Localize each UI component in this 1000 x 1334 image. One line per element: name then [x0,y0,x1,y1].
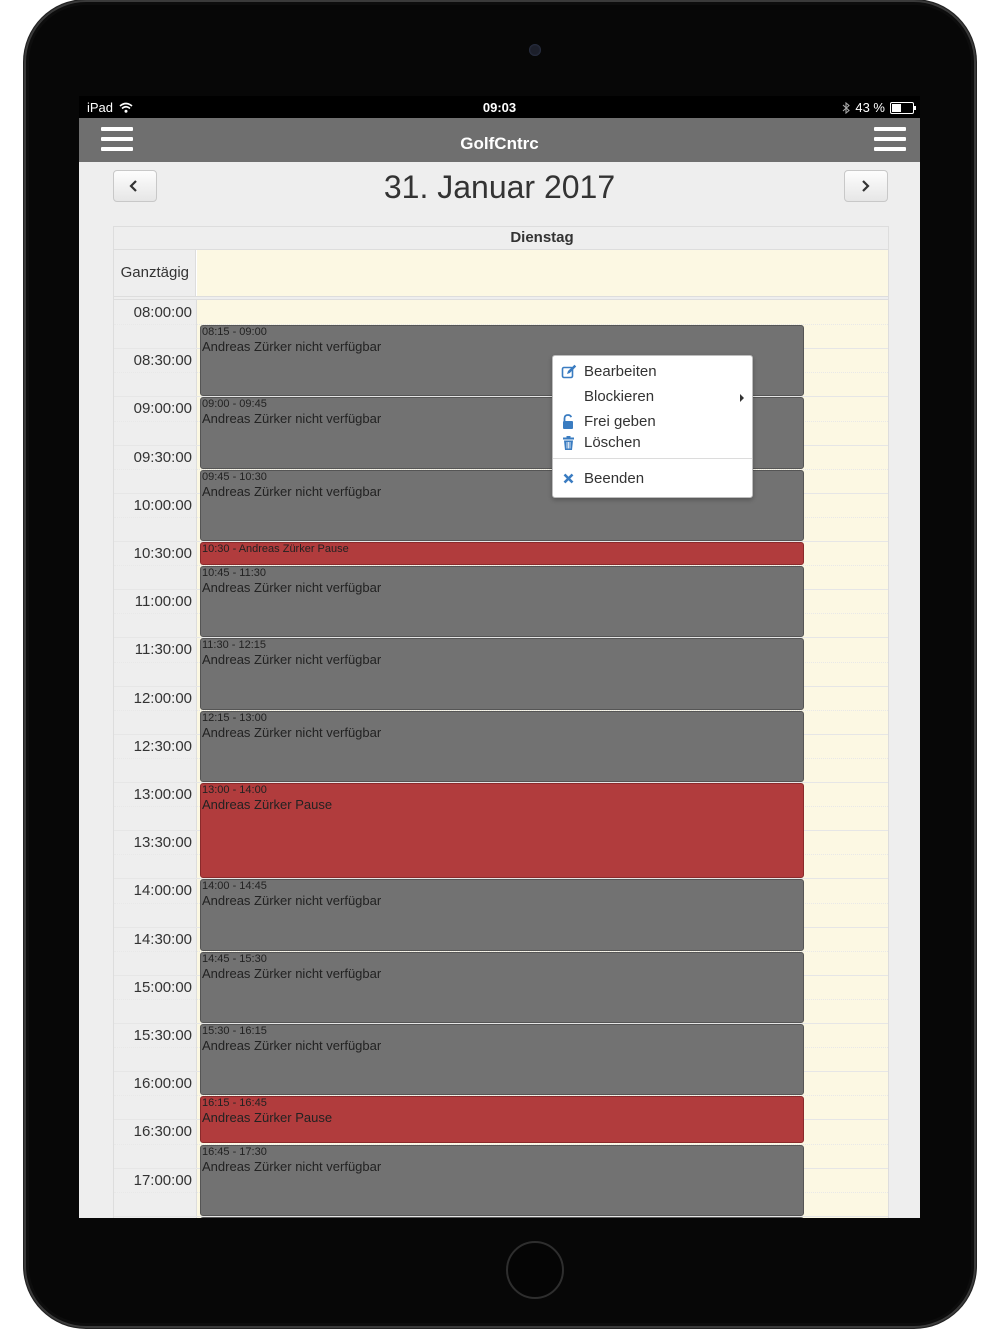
time-label: 14:30:00 [133,930,192,948]
menu-item-beenden[interactable] [553,468,752,490]
time-label: 10:30:00 [133,545,192,562]
event-title: Andreas Zürker Pause [202,1110,333,1126]
time-label: 16:00:00 [133,1075,192,1093]
allday-label: Ganztägig [114,250,196,296]
calendar-event[interactable] [200,952,804,1023]
time-label: 14:00:00 [133,882,192,900]
time-label: 13:30:00 [133,834,192,852]
calendar-event[interactable] [200,566,804,637]
menu-item-label: Blockieren [584,388,655,405]
event-time: 12:15 - 13:00 [202,711,267,724]
time-label: 08:30:00 [133,352,192,370]
battery-percent: 43 % [855,100,885,115]
event-time: 08:15 - 09:00 [202,326,267,339]
event-title: Andreas Zürker nicht verfügbar [202,580,382,596]
screen [79,96,920,1218]
allday-cell[interactable] [197,250,888,296]
event-time: 14:45 - 15:30 [202,952,267,965]
app-title: GolfCntrc [460,134,539,153]
time-label: 08:00:00 [133,304,192,321]
event-time: 14:00 - 14:45 [202,880,267,893]
submenu-arrow-icon [740,394,744,402]
event-title: Andreas Zürker nicht verfügbar [202,652,382,668]
calendar-event[interactable] [200,783,804,878]
day-header: Dienstag [196,227,888,250]
calendar-event[interactable] [200,638,804,709]
event-title: Andreas Zürker Pause [202,797,333,812]
menu-item-loeschen[interactable] [553,432,752,454]
event-title: Andreas Zürker nicht verfügbar [202,1038,382,1053]
menu-item-label: Löschen [584,434,641,451]
app-header [79,118,920,162]
event-time: 09:45 - 10:30 [202,470,267,483]
time-label: 16:30:00 [133,1123,192,1141]
close-icon [561,471,577,487]
event-title: Andreas Zürker nicht verfügbar [202,483,382,499]
bluetooth-icon [842,102,850,114]
day-calendar [113,226,889,1218]
time-grid [114,300,888,1218]
menu-item-label: Frei geben [584,413,656,430]
event-time: 09:00 - 09:45 [202,398,267,411]
battery-icon [890,102,914,114]
time-label: 12:30:00 [133,737,192,755]
time-label: 17:00:00 [133,1171,192,1189]
event-title: Andreas Zürker nicht verfügbar [202,965,382,981]
menu-item-label: Bearbeiten [584,363,657,380]
event-title: Andreas Zürker nicht verfügbar [202,724,382,740]
home-button[interactable] [506,1241,564,1299]
time-label: 11:30:00 [134,641,192,659]
time-label: 10:00:00 [133,496,192,514]
event-time: 16:15 - 16:45 [202,1097,267,1110]
header-corner [114,227,197,250]
time-label: 09:30:00 [133,448,192,466]
time-label: 15:00:00 [133,978,192,996]
event-time: 10:30 - Andreas Zürker Pause [202,543,349,555]
event-title: Andreas Zürker nicht verfügbar [202,893,382,909]
event-time: 10:45 - 11:30 [202,567,267,580]
calendar-event[interactable] [200,1096,804,1143]
event-title: Andreas Zürker nicht verfügbar [202,411,382,427]
menu-item-blockieren[interactable] [553,386,752,408]
menu-item-bearbeiten[interactable] [553,361,752,383]
time-label: 13:00:00 [133,786,192,803]
menu-right-icon[interactable] [874,127,906,153]
status-bar [79,96,920,118]
event-title: Andreas Zürker nicht verfügbar [202,1158,382,1174]
calendar-event[interactable] [200,1024,804,1095]
time-label: 12:00:00 [133,689,192,707]
trash-icon [561,435,577,451]
calendar-event[interactable] [200,542,804,565]
time-label: 15:30:00 [133,1027,192,1044]
event-time: 13:00 - 14:00 [202,784,267,796]
clock: 09:03 [482,100,517,115]
time-label: 11:00:00 [134,593,192,611]
calendar-event[interactable] [200,711,804,782]
context-menu [552,355,753,498]
menu-divider [553,458,752,459]
unlock-icon [561,414,577,430]
chevron-right-icon [860,180,870,192]
calendar-event[interactable] [200,1217,804,1218]
camera-icon [529,44,541,56]
event-title: Andreas Zürker nicht verfügbar [202,339,382,355]
edit-icon [561,364,577,380]
event-time: 16:45 - 17:30 [202,1145,267,1158]
time-axis [114,300,197,1218]
event-time: 11:30 - 12:15 [202,639,267,652]
calendar-event[interactable] [200,1145,804,1216]
time-label: 09:00:00 [133,400,192,418]
event-time: 15:30 - 16:15 [202,1025,267,1037]
date-title: 31. Januar 2017 [383,169,616,205]
calendar-event[interactable] [200,879,804,950]
menu-item-label: Beenden [584,470,645,487]
next-day-button[interactable] [844,170,888,202]
menu-item-frei-geben[interactable] [553,411,752,433]
device-name: iPad [87,100,114,115]
